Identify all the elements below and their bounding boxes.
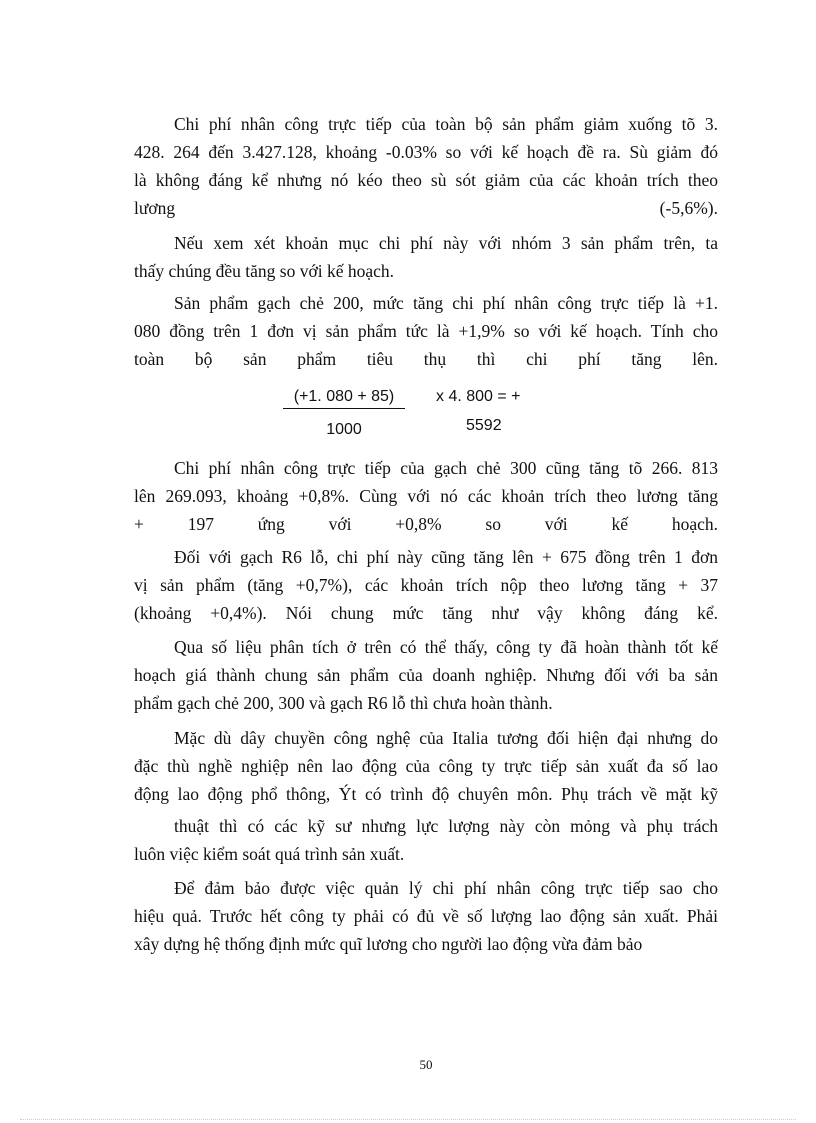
paragraph-1-line-4: lương (-5,6%). (134, 198, 718, 218)
formula-multiplier: x 4. 800 = + (436, 388, 521, 405)
formula-numerator: (+1. 080 + 85) (293, 388, 395, 405)
paragraph-3-line-1: Sản phẩm gạch chẻ 200, mức tăng chi phí nhân công trực tiếp là +1. (174, 293, 718, 313)
formula-result: 5592 (466, 417, 502, 434)
paragraph-9-line-2: hiệu quả. Trước hết công ty phải có đủ về số lượng lao động sản xuất. Phải (134, 906, 718, 926)
paragraph-5-line-2: vị sản phẩm (tăng +0,7%), các khoản trích nộp theo lương tăng + 37 (134, 575, 718, 595)
paragraph-8-line-2: luôn việc kiểm soát quá trình sản xuất. (134, 844, 405, 864)
paragraph-1-line-3: là không đáng kể nhưng nó kéo theo sù sót giảm của các khoản trích theo (134, 170, 718, 190)
paragraph-4-line-1: Chi phí nhân công trực tiếp của gạch chẻ 300 cũng tăng tõ 266. 813 (174, 458, 718, 478)
paragraph-6-line-1: Qua số liệu phân tích ở trên có thể thấy, công ty đã hoàn thành tốt kế (174, 637, 718, 657)
paragraph-6-line-3: phẩm gạch chẻ 200, 300 và gạch R6 lỗ thì chưa hoàn thành. (134, 693, 553, 713)
formula-fraction-bar (283, 408, 405, 409)
paragraph-5-line-3: (khoảng +0,4%). Nói chung mức tăng như vậy không đáng kể. (134, 603, 718, 623)
paragraph-9-line-3: xây dựng hệ thống định mức quĩ lương cho người lao động vừa đảm bảo (134, 934, 643, 954)
formula-denominator: 1000 (326, 421, 362, 438)
page-number: 50 (419, 1057, 433, 1072)
paragraph-3-line-2: 080 đồng trên 1 đơn vị sản phẩm tức là +1,9% so với kế hoạch. Tính cho (134, 321, 718, 341)
paragraph-8-line-1: thuật thì có các kỹ sư nhưng lực lượng này còn mỏng và phụ trách (174, 816, 718, 836)
paragraph-1-line-2: 428. 264 đến 3.427.128, khoảng -0.03% so với kế hoạch đề ra. Sù giảm đó (134, 142, 718, 162)
paragraph-9-line-1: Để đảm bảo được việc quản lý chi phí nhân công trực tiếp sao cho (174, 878, 718, 898)
paragraph-2-line-1: Nếu xem xét khoản mục chi phí này với nhóm 3 sản phẩm trên, ta (174, 233, 718, 253)
paragraph-2-line-2: thấy chúng đều tăng so với kế hoạch. (134, 261, 395, 281)
paragraph-6-line-2: hoạch giá thành chung sản phẩm của doanh nghiệp. Nhưng đối với ba sản (134, 665, 718, 685)
paragraph-4-line-3: + 197 ứng với +0,8% so với kế hoạch. (134, 514, 718, 534)
paragraph-3-line-3: toàn bộ sản phẩm tiêu thụ thì chi phí tăng lên. (134, 349, 718, 369)
page-bottom-divider (20, 1119, 796, 1120)
paragraph-1-line-1: Chi phí nhân công trực tiếp của toàn bộ sản phẩm giảm xuống tõ 3. (174, 114, 718, 134)
paragraph-7-line-1: Mặc dù dây chuyền công nghệ của Italia tương đối hiện đại nhưng do (174, 728, 718, 748)
paragraph-7-line-3: động lao động phổ thông, Ýt có trình độ chuyên môn. Phụ trách về mặt kỹ (134, 784, 718, 804)
paragraph-4-line-2: lên 269.093, khoảng +0,8%. Cùng với nó các khoản trích theo lương tăng (134, 486, 718, 506)
paragraph-5-line-1: Đối với gạch R6 lỗ, chi phí này cũng tăng lên + 675 đồng trên 1 đơn (174, 547, 718, 567)
paragraph-7-line-2: đặc thù nghề nghiệp nên lao động của công ty trực tiếp sản xuất đa số lao (134, 756, 718, 776)
